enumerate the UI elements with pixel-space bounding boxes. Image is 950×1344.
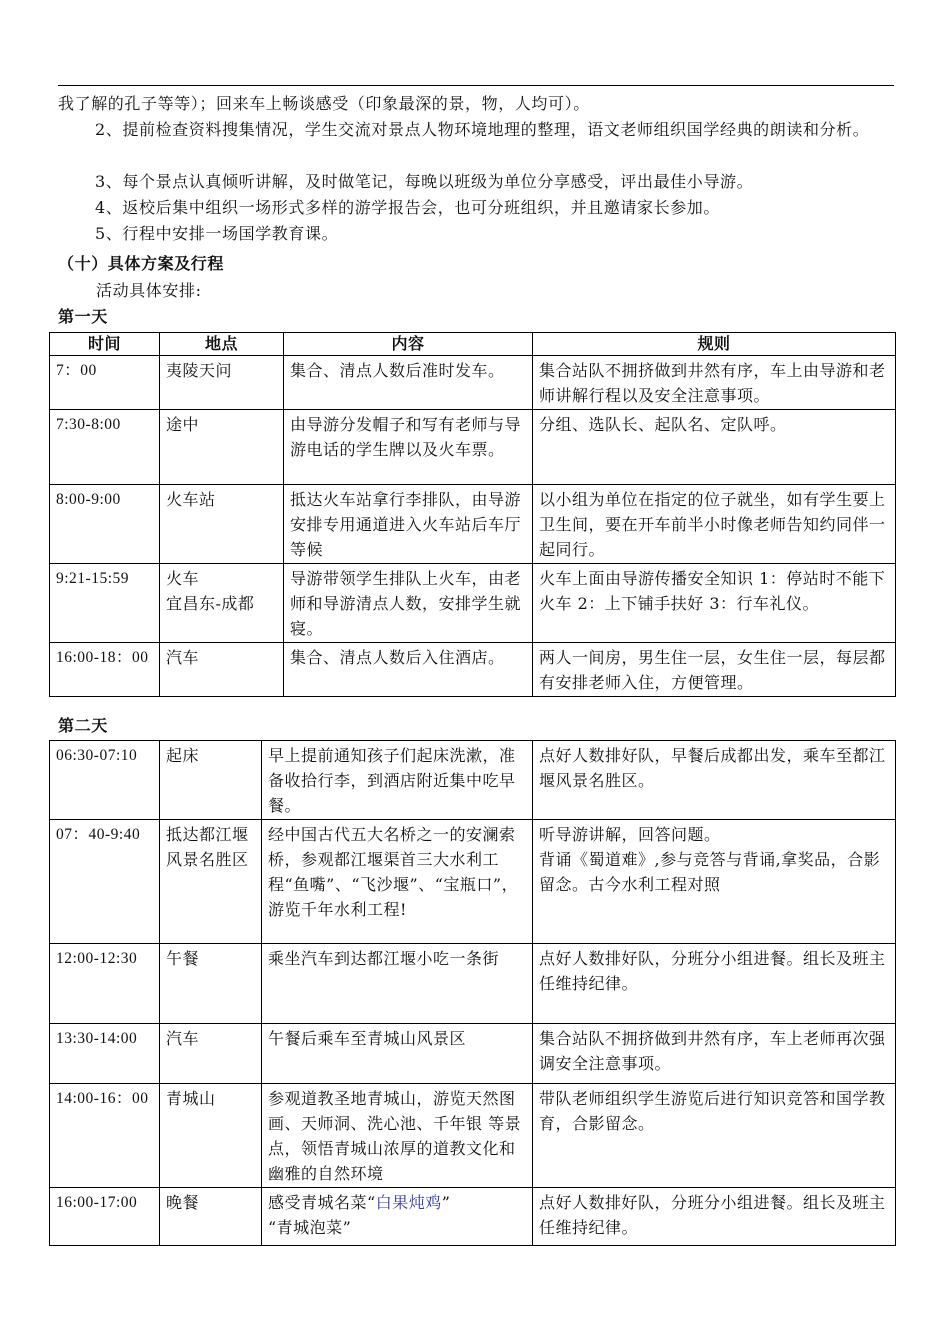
header-place: 地点 [160, 333, 284, 356]
cell-place: 夷陵天问 [160, 356, 284, 410]
rules-line-1: 听导游讲解，回答问题。 [539, 825, 721, 844]
cell-content: 早上提前通知孩子们起床洗漱，准备收拾行李，到酒店附近集中吃早餐。 [262, 741, 533, 820]
table-row [50, 410, 896, 485]
cell-rules: 火车上面由导游传播安全知识 1：停站时不能下火车 2：上下铺手扶好 3：行车礼仪。 [533, 564, 896, 643]
cell-place: 晚餐 [160, 1188, 262, 1246]
cell-rules: 点好人数排好队，分班分小组进餐。组长及班主任维持纪律。 [533, 1188, 896, 1246]
cell-content: 导游带领学生排队上火车，由老师和导游清点人数，安排学生就寝。 [284, 564, 533, 643]
content-text: ” [441, 1193, 451, 1212]
cell-place: 青城山 [160, 1084, 262, 1188]
cell-place: 火车站 [160, 485, 284, 564]
cell-content: 抵达火车站拿行李排队，由导游安排专用通道进入火车站后车厅等候 [284, 485, 533, 564]
cell-rules: 两人一间房，男生住一层，女生住一层，每层都有安排老师入住，方便管理。 [533, 643, 896, 697]
day2-schedule-table [49, 740, 896, 1246]
table-row [50, 643, 896, 697]
cell-time: 16:00-18：00 [50, 643, 160, 697]
table-row [50, 564, 896, 643]
content-line-1 [268, 1190, 526, 1215]
cell-rules: 点好人数排好队，分班分小组进餐。组长及班主任维持纪律。 [533, 944, 896, 1024]
cell-time: 06:30-07:10 [50, 741, 160, 820]
cell-content: 乘坐汽车到达都江堰小吃一条街 [262, 944, 533, 1024]
intro-item-4: 4、返校后集中组织一场形式多样的游学报告会，也可分班组织，并且邀请家长参加。 [95, 198, 720, 217]
cell-rules: 分组、选队长、起队名、定队呼。 [533, 410, 896, 485]
cell-rules: 以小组为单位在指定的位子就坐，如有学生要上卫生间，要在开车前半小时像老师告知约同伴一起同行。 [533, 485, 896, 564]
table-row [50, 485, 896, 564]
table-header-row [50, 333, 896, 356]
cell-time: 8:00-9:00 [50, 485, 160, 564]
content-line-2: “青城泡菜” [268, 1218, 352, 1237]
intro-item-2: 2、提前检查资料搜集情况，学生交流对景点人物环境地理的整理，语文老师组织国学经典的朗读和分析。 [95, 120, 870, 139]
cell-time: 7：00 [50, 356, 160, 410]
cell-rules [533, 820, 896, 944]
rules-line-2: 背诵《蜀道难》,参与竞答与背诵,拿奖品，合影留念。古今水利工程对照 [539, 850, 881, 894]
cell-content: 集合、清点人数后入住酒店。 [284, 643, 533, 697]
table-row [50, 1188, 896, 1246]
intro-item-3: 3、每个景点认真倾听讲解，及时做笔记，每晚以班级为单位分享感受，评出最佳小导游。 [95, 172, 754, 191]
content-text: 感受青城名菜“ [268, 1193, 376, 1212]
cell-place: 汽车 [160, 643, 284, 697]
section-title: （十）具体方案及行程 [58, 254, 225, 273]
day2-title: 第二天 [58, 716, 108, 735]
day1-title: 第一天 [58, 307, 108, 326]
cell-content: 集合、清点人数后准时发车。 [284, 356, 533, 410]
table-row [50, 1024, 896, 1084]
table-row [50, 741, 896, 820]
cell-content: 由导游分发帽子和写有老师与导游电话的学生牌以及火车票。 [284, 410, 533, 485]
place-line-2: 宜昌东-成都 [166, 594, 255, 613]
cell-rules: 带队老师组织学生游览后进行知识竞答和国学教育，合影留念。 [533, 1084, 896, 1188]
cell-place: 抵达都江堰风景名胜区 [160, 820, 262, 944]
cell-time: 14:00-16：00 [50, 1084, 160, 1188]
cell-time: 9:21-15:59 [50, 564, 160, 643]
table-row [50, 820, 896, 944]
place-line-1: 火车 [166, 569, 200, 588]
cell-content: 参观道教圣地青城山，游览天然图画、天师洞、洗心池、千年银 等景点，领悟青城山浓厚的道教文化和幽雅的自然环境 [262, 1084, 533, 1188]
cell-time: 07：40-9:40 [50, 820, 160, 944]
dish-link[interactable]: 白果炖鸡 [375, 1193, 442, 1212]
cell-place: 起床 [160, 741, 262, 820]
cell-time: 12:00-12:30 [50, 944, 160, 1024]
cell-time: 13:30-14:00 [50, 1024, 160, 1084]
header-rules: 规则 [533, 333, 896, 356]
cell-rules: 点好人数排好队，早餐后成都出发，乘车至都江堰风景名胜区。 [533, 741, 896, 820]
cell-rules: 集合站队不拥挤做到井然有序，车上由导游和老师讲解行程以及安全注意事项。 [533, 356, 896, 410]
header-rule [58, 85, 894, 86]
header-content: 内容 [284, 333, 533, 356]
table-row [50, 1084, 896, 1188]
day1-schedule-table [49, 332, 896, 697]
cell-content: 午餐后乘车至青城山风景区 [262, 1024, 533, 1084]
cell-content [262, 1188, 533, 1246]
intro-line-1: 我了解的孔子等等）；回来车上畅谈感受（印象最深的景，物，人均可）。 [58, 94, 590, 113]
table-row [50, 944, 896, 1024]
cell-rules: 集合站队不拥挤做到井然有序，车上老师再次强调安全注意事项。 [533, 1024, 896, 1084]
cell-place [160, 564, 284, 643]
cell-time: 7:30-8:00 [50, 410, 160, 485]
activity-label: 活动具体安排: [96, 281, 202, 300]
header-time: 时间 [50, 333, 160, 356]
cell-place: 午餐 [160, 944, 262, 1024]
cell-place: 汽车 [160, 1024, 262, 1084]
cell-time: 16:00-17:00 [50, 1188, 160, 1246]
cell-content: 经中国古代五大名桥之一的安澜索桥，参观都江堰渠首三大水利工程“鱼嘴”、“飞沙堰”、“宝瓶口”，游览千年水利工程! [262, 820, 533, 944]
intro-item-5: 5、行程中安排一场国学教育课。 [95, 224, 339, 243]
cell-place: 途中 [160, 410, 284, 485]
table-row [50, 356, 896, 410]
